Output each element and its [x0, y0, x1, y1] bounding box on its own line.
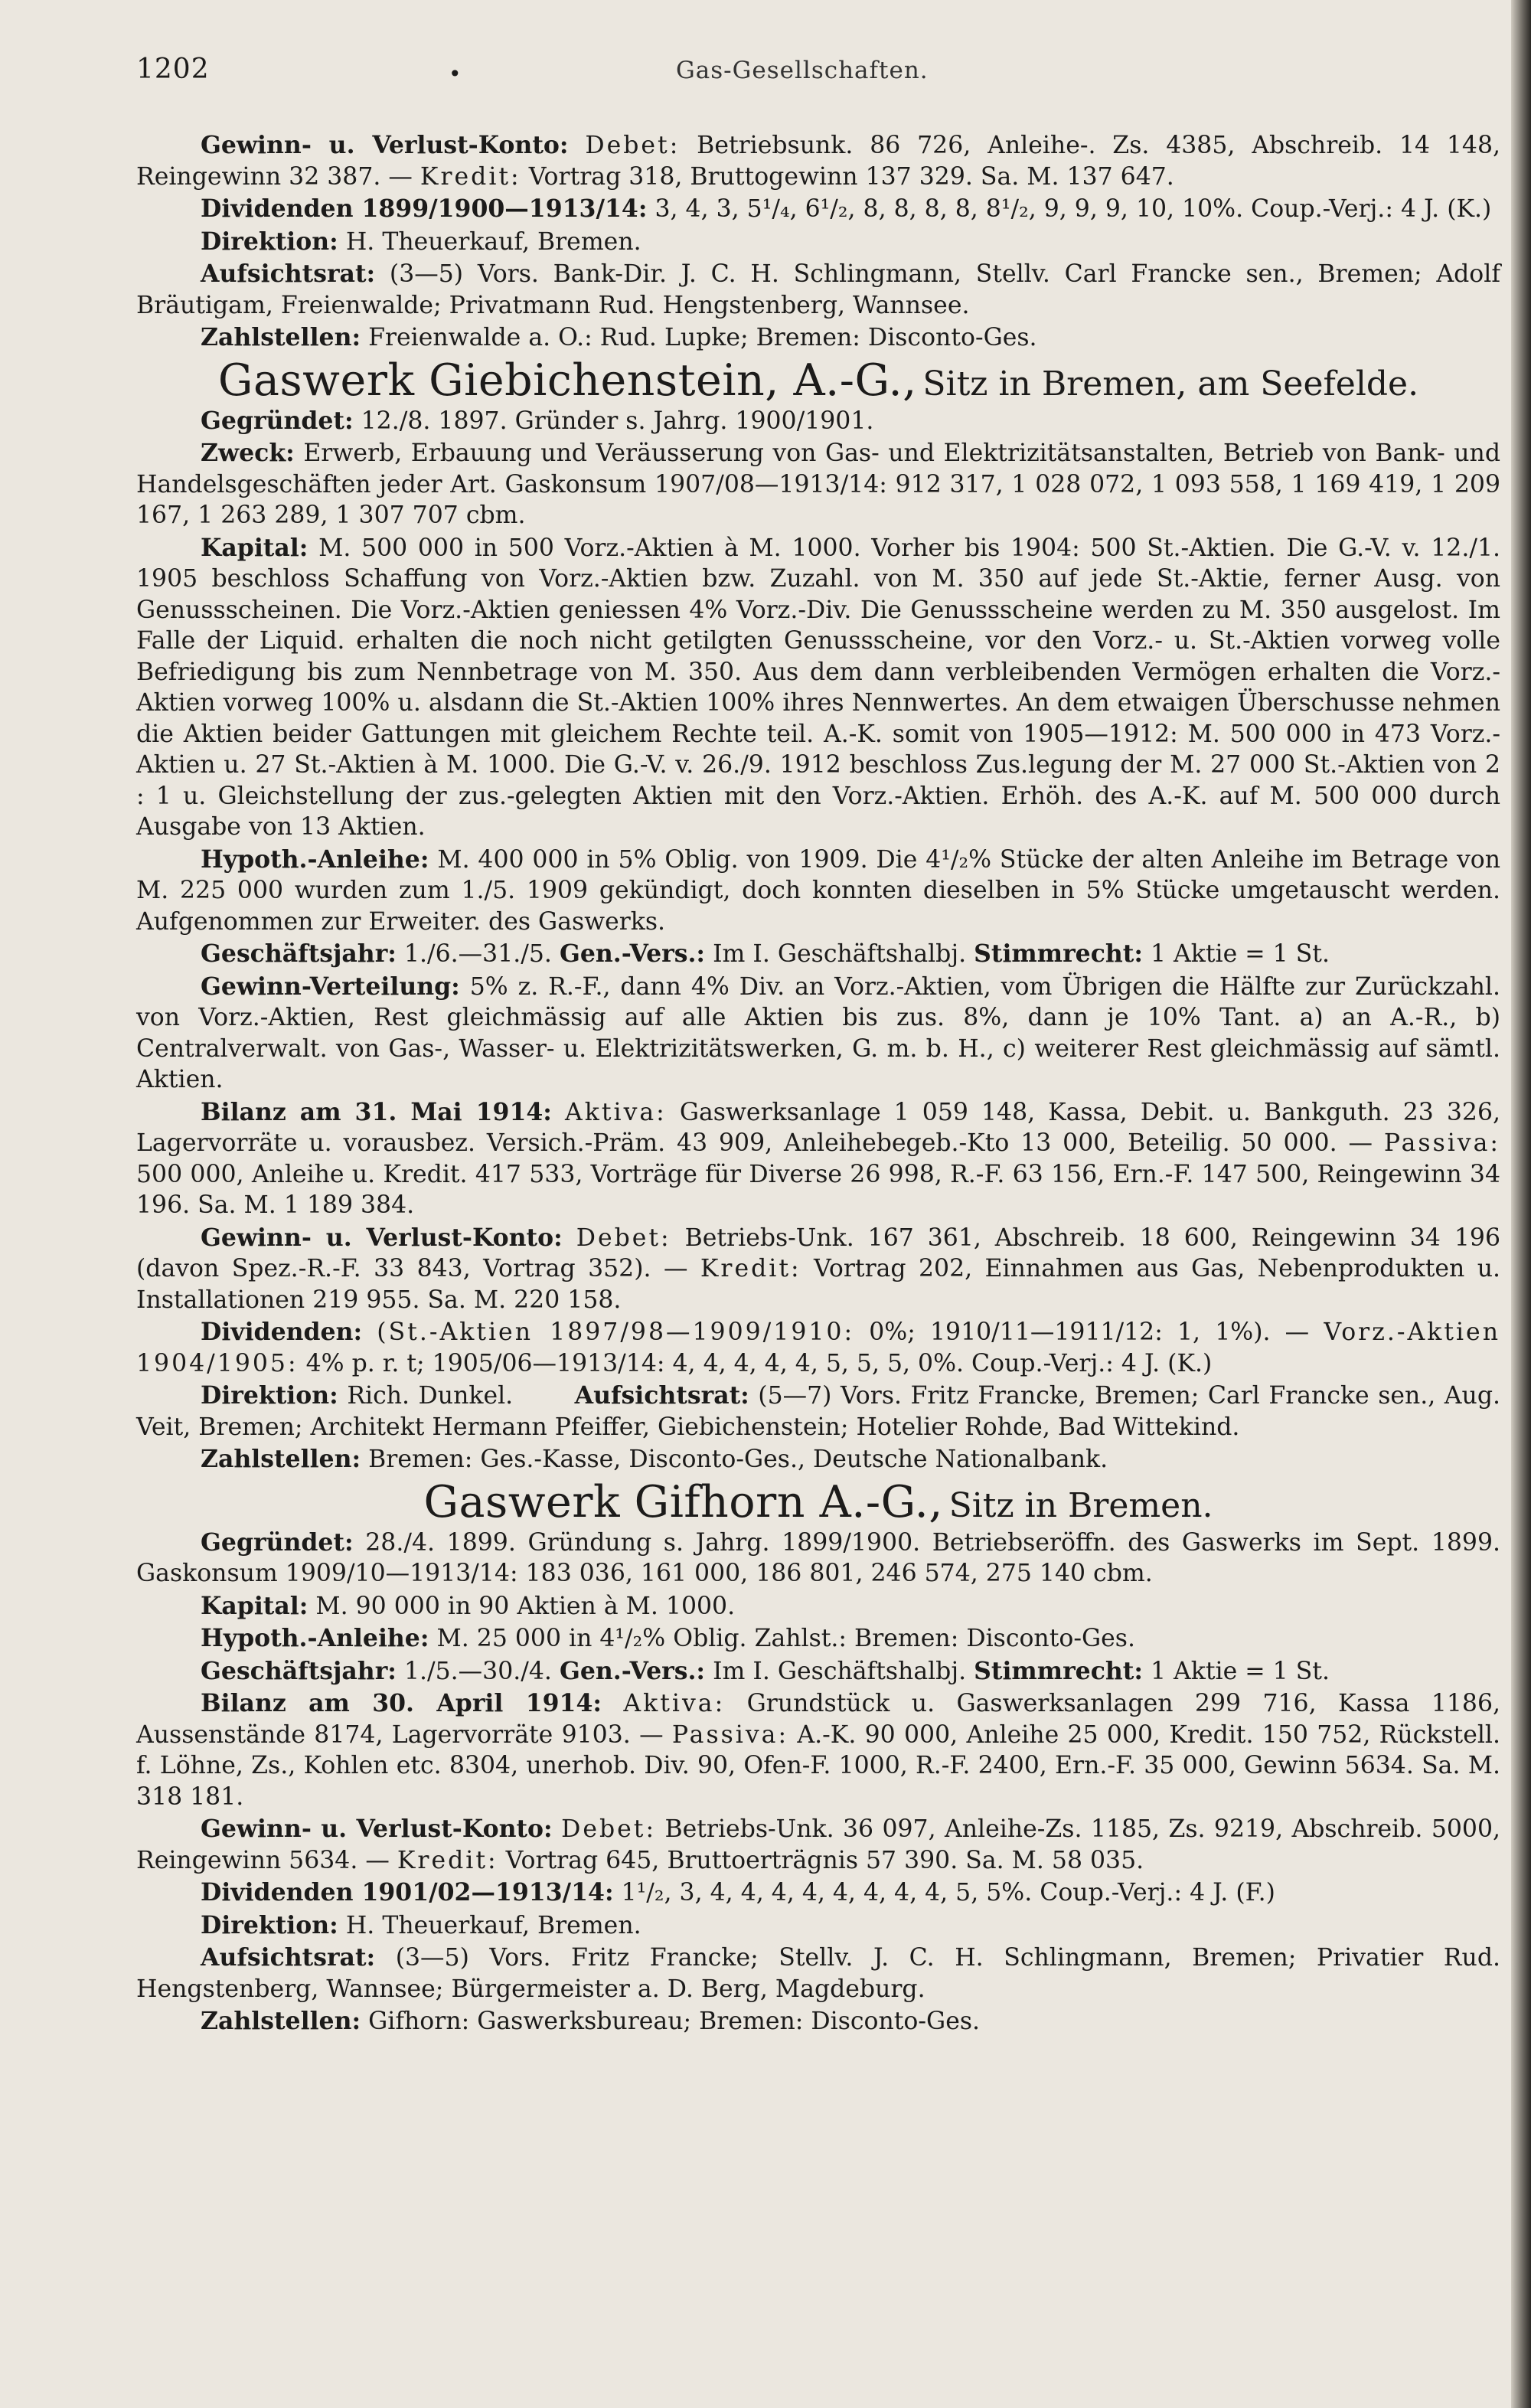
entry-direktion-aufsichtsrat: [136, 1380, 1500, 1443]
label-kredit: Kredit:: [397, 1846, 498, 1874]
text-direktion: Rich. Dunkel.: [347, 1382, 514, 1410]
label-aktiva: Aktiva:: [623, 1690, 726, 1717]
entry-bilanz: [136, 1097, 1500, 1221]
label-zahlstellen: Zahlstellen:: [201, 2007, 361, 2035]
label-debet: Debet:: [561, 1815, 657, 1843]
text-debet: Betriebs-Unk. 36 097, Anleihe-Zs. 1185, Zs. 9219, Abschreib. 5000, Reingewinn 5634. —: [136, 1815, 1501, 1874]
company-seat: Sitz in Bremen.: [948, 1485, 1213, 1525]
text-aktiva: Gaswerksanlage 1 059 148, Kassa, Debit. u. Bankguth. 23 326, Lagervorräte u. vorausbez. Versich.-Präm. 43 909, Anleihebegeb.-Kto 13 000, Beteilig. 50 000. —: [136, 1098, 1501, 1157]
entry-dividenden: [136, 1877, 1500, 1909]
entry-aufsichtsrat: [136, 1942, 1500, 2004]
entry-zahlstellen: [136, 2006, 1500, 2037]
entry-hypoth-anleihe: [136, 845, 1500, 938]
label-st-aktien: (St.-Aktien 1897/98—1909/1910:: [377, 1318, 855, 1346]
label-gewinn-verlust: Gewinn- u. Verlust-Konto:: [201, 131, 569, 159]
text-direktion: H. Theuerkauf, Bremen.: [345, 1911, 641, 1939]
text-dividenden: 3, 4, 3, 5¹/₄, 6¹/₂, 8, 8, 8, 8, 8¹/₂, 9, 9, 9, 10, 10%. Coup.-Verj.: 4 J. (K.): [655, 195, 1492, 223]
label-dividenden: Dividenden 1899/1900—1913/14:: [201, 194, 648, 223]
text-zweck: Erwerb, Erbauung und Veräusserung von Gas- und Elektrizitätsanstalten, Betrieb von Bank- und Handelsgeschäften jeder Art. Gaskonsum 1907/08—1913/14: 912 317, 1 028 072, 1 093 558, 1 169 419, 1 209 167, 1 263 289, 1 307 707 cbm.: [136, 439, 1500, 529]
label-kredit: Kredit:: [700, 1255, 801, 1282]
running-title: Gas-Gesellschaften.: [676, 57, 929, 84]
entry-bilanz: [136, 1688, 1500, 1812]
text-direktion: H. Theuerkauf, Bremen.: [345, 227, 641, 256]
text-aktiva: Grundstück u. Gaswerksanlagen 299 716, Kassa 1186, Aussenstände 8174, Lagervorräte 9103. —: [136, 1690, 1500, 1749]
label-stimmrecht: Stimmrecht:: [974, 939, 1143, 968]
text-kapital: M. 90 000 in 90 Aktien à M. 1000.: [315, 1592, 736, 1620]
label-hypoth-anleihe: Hypoth.-Anleihe:: [201, 845, 429, 874]
label-zahlstellen: Zahlstellen:: [201, 323, 361, 351]
text-kredit: Vortrag 645, Bruttoerträgnis 57 390. Sa. M. 58 035.: [505, 1846, 1144, 1874]
label-vorz-aktien: Vorz.-Aktien 1904/1905:: [136, 1318, 1500, 1377]
label-gegruendet: Gegründet:: [201, 406, 354, 435]
label-gewinn-verteilung: Gewinn-Verteilung:: [201, 972, 460, 1001]
text-passiva: 500 000, Anleihe u. Kredit. 417 533, Vorträge für Diverse 26 998, R.-F. 63 156, Ern.-F. 147 500, Reingewinn 34 196. Sa. M. 1 189 384.: [136, 1160, 1500, 1219]
entry-gegruendet: [136, 406, 1500, 437]
entry-gewinn-verteilung: [136, 972, 1500, 1096]
text-aufsichtsrat: (3—5) Vors. Bank-Dir. J. C. H. Schlingmann, Stellv. Carl Francke sen., Bremen; Adolf Bräutigam, Freienwalde; Privatmann Rud. Hengstenberg, Wannsee.: [136, 260, 1500, 319]
label-kapital: Kapital:: [201, 533, 308, 562]
company-seat: Sitz in Bremen, am Seefelde.: [922, 364, 1419, 404]
label-gen-vers: Gen.-Vers.:: [559, 1656, 706, 1685]
entry-gegruendet: [136, 1527, 1500, 1590]
text-dividenden: 1¹/₂, 3, 4, 4, 4, 4, 4, 4, 4, 4, 5, 5%. Coup.-Verj.: 4 J. (F.): [621, 1879, 1275, 1906]
text-passiva: A.-K. 90 000, Anleihe 25 000, Kredit. 150 752, Rückstell. f. Löhne, Zs., Kohlen etc. 8304, unerhob. Div. 90, Ofen-F. 1000, R.-F. 2400, Ern.-F. 35 000, Gewinn 5634. Sa. M. 318 181.: [136, 1720, 1501, 1811]
text-zahlstellen: Freienwalde a. O.: Rud. Lupke; Bremen: Disconto-Ges.: [368, 324, 1037, 351]
text-kapital: M. 500 000 in 500 Vorz.-Aktien à M. 1000. Vorher bis 1904: 500 St.-Aktien. Die G.-V. v. 12./1. 1905 beschloss Schaffung von Vorz.-Aktien bzw. Zuzahl. von M. 350 auf jede St.-Aktie, ferner Ausg. von Genussscheinen. Die Vorz.-Aktien geniessen 4% Vorz.-Div. Die Genussscheine werden zu M. 350 ausgelost. Im Falle der Liquid. erhalten die noch nicht getilgten Genussscheine, vor den Vorz.- u. St.-Aktien vorweg volle Befriedigung bis zum Nennbetrage von M. 350. Aus dem dann verbleibenden Vermögen erhalten die Vorz.-Aktien vorweg 100% u. alsdann die St.-Aktien 100% ihres Nennwertes. An dem etwaigen Überschusse nehmen die Aktien beider Gattungen mit gleichem Rechte teil. A.-K. somit von 1905—1912: M. 500 000 in 473 Vorz.-Aktien u. 27 St.-Aktien à M. 1000. Die G.-V. v. 26./9. 1912 beschloss Zus.legung der M. 27 000 St.-Aktien von 2 : 1 u. Gleichstellung der zus.-gelegten Aktien mit den Vorz.-Aktien. Erhöh. des A.-K. auf M. 500 000 durch Ausgabe von 13 Aktien.: [136, 534, 1500, 841]
previous-company-continuation: [136, 130, 1500, 354]
entry-aufsichtsrat: [136, 259, 1500, 321]
text-gegruendet: 12./8. 1897. Gründer s. Jahrg. 1900/1901.: [361, 407, 874, 435]
entry-kapital: [136, 1591, 1500, 1622]
label-direktion: Direktion:: [201, 1381, 338, 1410]
entry-geschaeftsjahr: [136, 939, 1500, 970]
label-bilanz: Bilanz am 31. Mai 1914:: [201, 1097, 552, 1126]
label-geschaeftsjahr: Geschäftsjahr:: [201, 939, 397, 968]
label-passiva: Passiva:: [1383, 1129, 1500, 1157]
label-kapital: Kapital:: [201, 1591, 308, 1620]
text-gen-vers: Im I. Geschäftshalbj.: [713, 940, 967, 968]
label-aufsichtsrat: Aufsichtsrat:: [201, 1943, 376, 1972]
text-geschaeftsjahr: 1./6.—31./5.: [403, 940, 552, 968]
text-kredit: Vortrag 202, Einnahmen aus Gas, Nebenprodukten u. Installationen 219 955. Sa. M. 220 158.: [136, 1255, 1500, 1314]
text-stimmrecht: 1 Aktie = 1 St.: [1150, 940, 1330, 968]
entry-gewinn-verlust: [136, 130, 1500, 192]
entry-geschaeftsjahr: [136, 1656, 1500, 1688]
text-hypoth-anleihe: M. 25 000 in 4¹/₂% Oblig. Zahlst.: Bremen: Disconto-Ges.: [436, 1625, 1135, 1652]
label-hypoth-anleihe: Hypoth.-Anleihe:: [201, 1624, 429, 1652]
text-kredit: Vortrag 318, Bruttogewinn 137 329. Sa. M. 137 647.: [528, 162, 1174, 191]
label-aktiva: Aktiva:: [565, 1098, 667, 1126]
text-debet: Betriebs-Unk. 167 361, Abschreib. 18 600, Reingewinn 34 196 (davon Spez.-R.-F. 33 843, Vortrag 352). —: [136, 1224, 1500, 1282]
text-gegruendet: 28./4. 1899. Gründung s. Jahrg. 1899/1900. Betriebseröffn. des Gaswerks im Sept. 1899. Gaskonsum 1909/10—1913/14: 183 036, 161 000, 186 801, 246 574, 275 140 cbm.: [136, 1528, 1500, 1587]
label-bilanz: Bilanz am 30. April 1914:: [201, 1689, 602, 1717]
text-vorz-aktien: 4% p. r. t; 1905/06—1913/14: 4, 4, 4, 4, 4, 5, 5, 5, 0%. Coup.-Verj.: 4 J. (K.): [305, 1349, 1213, 1377]
text-gewinn-verteilung: 5% z. R.-F., dann 4% Div. an Vorz.-Aktien, vom Übrigen die Hälfte zur Zurückzahl. von Vorz.-Aktien, Rest gleichmässig auf alle Aktien bis zus. 8%, dann je 10% Tant. a) an A.-R., b) Centralverwalt. von Gas-, Wasser- u. Elektrizitätswerken, G. m. b. H., c) weiterer Rest gleichmässig auf sämtl. Aktien.: [136, 972, 1501, 1093]
label-stimmrecht: Stimmrecht:: [974, 1656, 1143, 1685]
label-gen-vers: Gen.-Vers.:: [559, 939, 706, 968]
text-gen-vers: Im I. Geschäftshalbj.: [713, 1657, 967, 1685]
label-aufsichtsrat: Aufsichtsrat:: [201, 260, 376, 288]
page-edge-shadow: [1511, 0, 1531, 2408]
entry-kapital: [136, 533, 1500, 843]
entry-direktion: [136, 227, 1500, 258]
text-st-aktien: 0%; 1910/11—1911/12: 1, 1%). —: [869, 1318, 1310, 1346]
label-gewinn-verlust: Gewinn- u. Verlust-Konto:: [201, 1223, 563, 1252]
label-debet: Debet:: [585, 132, 681, 159]
entry-hypoth-anleihe: [136, 1623, 1500, 1655]
company-giebichenstein: [136, 355, 1500, 1475]
entry-gewinn-verlust: [136, 1223, 1500, 1316]
entry-dividenden: [136, 1317, 1500, 1379]
entry-gewinn-verlust: [136, 1814, 1500, 1876]
label-passiva: Passiva:: [671, 1720, 789, 1749]
company-gifhorn: [136, 1477, 1500, 2037]
running-header: [136, 54, 1500, 100]
text-hypoth-anleihe: M. 400 000 in 5% Oblig. von 1909. Die 4¹/₂% Stücke der alten Anleihe im Betrage von M. 225 000 wurden zum 1./5. 1909 gekündigt, doch konnten dieselben in 5% Stücke umgetauscht werden. Aufgenommen zur Erweiter. des Gaswerks.: [136, 845, 1500, 936]
label-geschaeftsjahr: Geschäftsjahr:: [201, 1656, 397, 1685]
text-aufsichtsrat: (5—7) Vors. Fritz Francke, Bremen; Carl Francke sen., Aug. Veit, Bremen; Architekt Hermann Pfeiffer, Giebichenstein; Hotelier Rohde, Bad Wittekind.: [136, 1382, 1501, 1441]
text-geschaeftsjahr: 1./5.—30./4.: [403, 1657, 552, 1685]
label-zahlstellen: Zahlstellen:: [201, 1445, 361, 1473]
page-number: 1202: [136, 54, 210, 85]
company-heading: [136, 355, 1500, 406]
label-gegruendet: Gegründet:: [201, 1527, 354, 1557]
label-gewinn-verlust: Gewinn- u. Verlust-Konto:: [201, 1815, 553, 1843]
header-dot: •: [449, 61, 462, 87]
entry-dividenden: [136, 194, 1500, 225]
label-direktion: Direktion:: [201, 1910, 338, 1939]
entry-zweck: [136, 438, 1500, 531]
text-debet: Betriebsunk. 86 726, Anleihe-. Zs. 4385, Abschreib. 14 148, Reingewinn 32 387. —: [136, 132, 1501, 191]
entry-zahlstellen: [136, 1444, 1500, 1475]
entry-direktion: [136, 1910, 1500, 1942]
text-zahlstellen: Gifhorn: Gaswerksbureau; Bremen: Disconto-Ges.: [368, 2008, 981, 2035]
company-heading: [136, 1477, 1500, 1527]
entry-zahlstellen: [136, 322, 1500, 354]
label-kredit: Kredit:: [419, 162, 521, 191]
label-direktion: Direktion:: [201, 227, 338, 256]
label-debet: Debet:: [576, 1224, 671, 1252]
text-stimmrecht: 1 Aktie = 1 St.: [1150, 1657, 1330, 1685]
company-name: Gaswerk Giebichenstein, A.-G.,: [217, 355, 917, 406]
label-dividenden: Dividenden 1901/02—1913/14:: [201, 1878, 614, 1906]
label-aufsichtsrat: Aufsichtsrat:: [574, 1381, 749, 1410]
text-aufsichtsrat: (3—5) Vors. Fritz Francke; Stellv. J. C. H. Schlingmann, Bremen; Privatier Rud. Hengstenberg, Wannsee; Bürgermeister a. D. Berg, Magdeburg.: [136, 1944, 1500, 2003]
label-dividenden: Dividenden:: [201, 1318, 363, 1346]
company-name: Gaswerk Gifhorn A.-G.,: [423, 1476, 943, 1527]
label-zweck: Zweck:: [201, 439, 295, 467]
text-zahlstellen: Bremen: Ges.-Kasse, Disconto-Ges., Deutsche Nationalbank.: [368, 1446, 1108, 1473]
